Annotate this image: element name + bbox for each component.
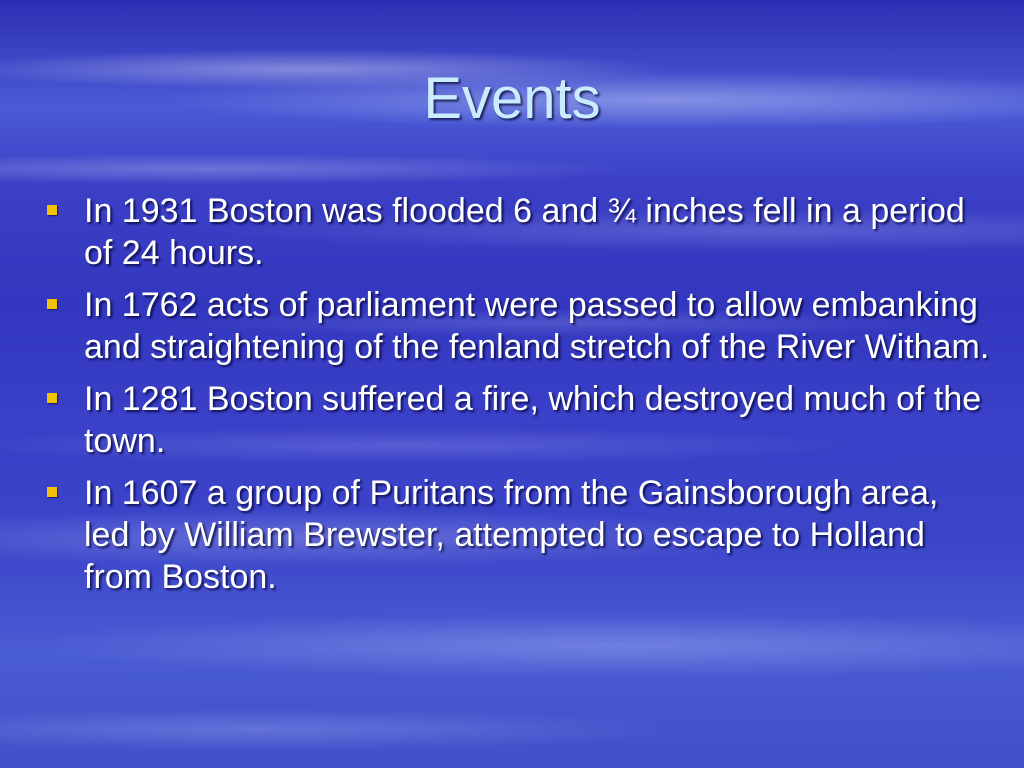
bullet-item bbox=[40, 472, 990, 598]
bullet-text: In 1762 acts of parliament were passed to allow embanking and straightening of the fenland stretch of the River Witham. bbox=[84, 286, 990, 366]
bullet-item bbox=[40, 284, 990, 368]
square-bullet-icon bbox=[47, 299, 57, 309]
bullet-list bbox=[40, 190, 990, 608]
bullet-item bbox=[40, 190, 990, 274]
bullet-item bbox=[40, 378, 990, 462]
square-bullet-icon bbox=[47, 205, 57, 215]
square-bullet-icon bbox=[47, 487, 57, 497]
square-bullet-icon bbox=[47, 393, 57, 403]
bullet-text: In 1281 Boston suffered a fire, which destroyed much of the town. bbox=[84, 380, 982, 460]
bullet-text: In 1931 Boston was flooded 6 and ¾ inches fell in a period of 24 hours. bbox=[84, 192, 965, 272]
slide-title: Events bbox=[423, 66, 601, 131]
bullet-text: In 1607 a group of Puritans from the Gainsborough area, led by William Brewster, attempted to escape to Holland from Boston. bbox=[84, 474, 939, 596]
